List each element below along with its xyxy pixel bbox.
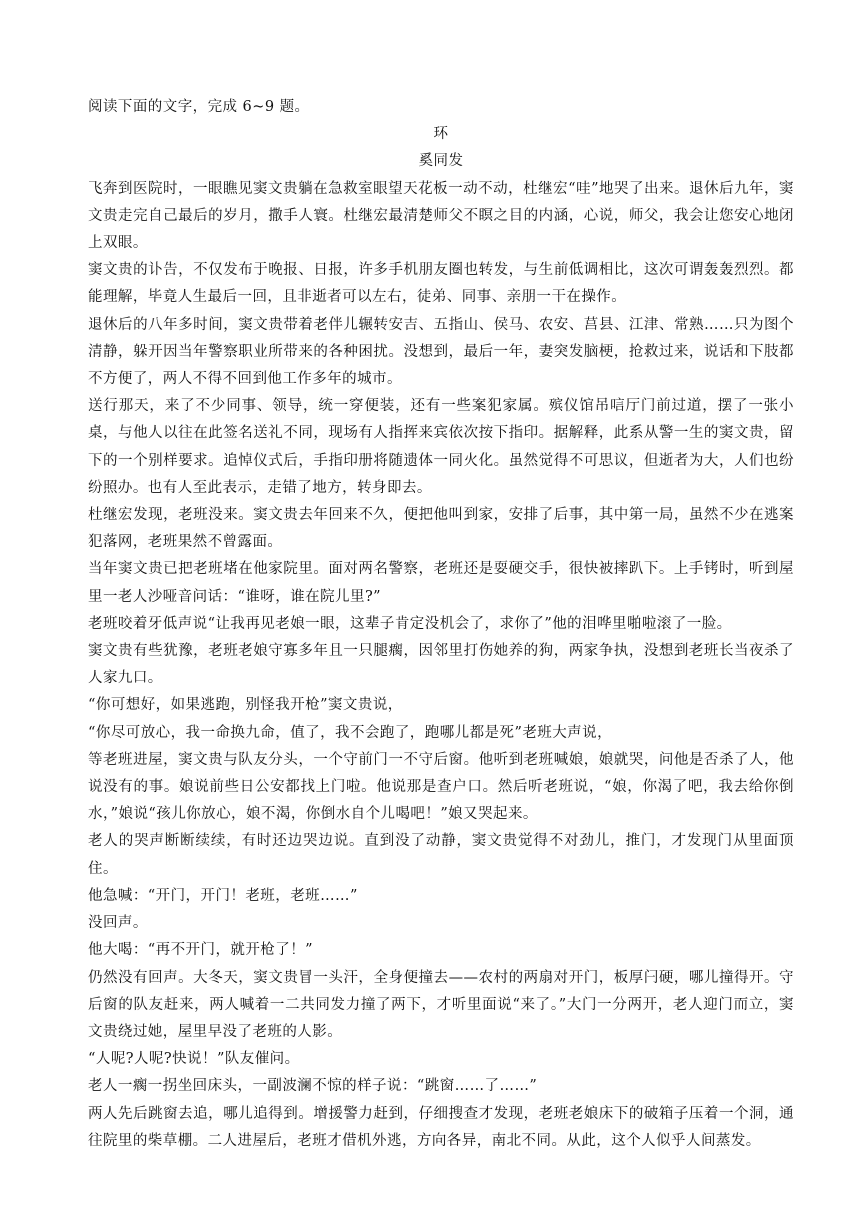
story-author: 奚同发: [418, 153, 464, 170]
paragraph-2: 窦文贵的讣告，不仅发布于晚报、日报，许多手机朋友圈也转发，与生前低调相比，这次可谓轰轰烈烈。都能理解，毕竟人生最后一回，且非逝者可以左右，徒弟、同事、亲朋一干在操作。: [88, 262, 794, 306]
paragraph-4: 送行那天，来了不少同事、领导，统一穿便装，还有一些案犯家属。殡仪馆吊唁厅门前过道，摆了一张小桌，与他人以往在此签名送礼不同，现场有人指挥来宾依次按下指印。据解释，此系从警一生的窦文贵，留下的一个别样要求。追悼仪式后，手指印册将随遗体一同火化。虽然觉得不可思议，但逝者为大，人们也纷纷照办。也有人至此表示，走错了地方，转身即去。: [88, 398, 794, 496]
story-body: [88, 176, 794, 1155]
paragraph-15: 他大喝：“再不开门，就开枪了！”: [88, 942, 314, 959]
story-title: 环: [433, 126, 449, 143]
paragraph-8: 窦文贵有些犹豫，老班老娘守寡多年且一只腿瘸，因邻里打伤她养的狗，两家争执，没想到老班长当夜杀了人家九口。: [88, 643, 794, 687]
reading-instruction: 阅读下面的文字，完成 6~9 题。: [88, 99, 310, 115]
paragraph-19: 两人先后跳窗去追，哪儿追得到。增援警力赶到，仔细搜查才发现，老班老娘床下的破箱子压着一个洞，通往院里的柴草棚。二人进屋后，老班才借机外逃，方向各异，南北不同。从此，这个人似乎人间蒸发。: [88, 1105, 794, 1149]
paragraph-12: 老人的哭声断断续续，有时还边哭边说。直到没了动静，窦文贵觉得不对劲儿，推门，才发现门从里面顶住。: [88, 833, 794, 877]
paragraph-17: “人呢?人呢?快说！”队友催问。: [88, 1051, 300, 1068]
paragraph-9: “你可想好，如果逃跑，别怪我开枪”窦文贵说，: [88, 697, 403, 714]
paragraph-6: 当年窦文贵已把老班堵在他家院里。面对两名警察，老班还是耍硬交手，很快被摔趴下。上手铐时，听到屋里一老人沙哑音问话：“谁呀，谁在院儿里?”: [88, 561, 794, 605]
paragraph-13: 他急喊：“开门，开门！老班，老班……”: [88, 887, 358, 904]
paragraph-1: 飞奔到医院时，一眼瞧见窦文贵躺在急救室眼望天花板一动不动，杜继宏“哇”地哭了出来。退休后九年，窦文贵走完自己最后的岁月，撒手人寰。杜继宏最清楚师父不瞑之目的内涵，心说，师父，我会让您安心地闭上双眼。: [88, 180, 794, 252]
paragraph-10: “你尽可放心，我一命换九命，值了，我不会跑了，跑哪儿都是死”老班大声说，: [88, 724, 613, 741]
paragraph-11: 等老班进屋，窦文贵与队友分头，一个守前门一不守后窗。他听到老班喊娘，娘就哭，问他是否杀了人，他说没有的事。娘说前些日公安都找上门啦。他说那是查户口。然后听老班说，“娘，你渴了吧，我去给你倒水，”娘说“孩儿你放心，娘不渴，你倒水自个儿喝吧！”娘又哭起来。: [88, 751, 794, 823]
paragraph-3: 退休后的八年多时间，窦文贵带着老伴儿辗转安吉、五指山、侯马、农安、莒县、江津、常熟……只为图个清静，躲开因当年警察职业所带来的各种困扰。没想到，最后一年，妻突发脑梗，抢救过来，说话和下肢都不方便了，两人不得不回到他工作多年的城市。: [88, 316, 794, 388]
paragraph-16: 仍然没有回声。大冬天，窦文贵冒一头汗，全身便撞去——农村的两扇对开门，板厚闩硬，哪儿撞得开。守后窗的队友赶来，两人喊着一二共同发力撞了两下，才听里面说“来了。”大门一分两开，老人迎门而立，窦文贵绕过她，屋里早没了老班的人影。: [88, 969, 794, 1040]
paragraph-14: 没回声。: [88, 915, 148, 932]
paragraph-18: 老人一瘸一拐坐回床头，一副波澜不惊的样子说：“跳窗……了……”: [88, 1078, 538, 1095]
paragraph-5: 杜继宏发现，老班没来。窦文贵去年回来不久，便把他叫到家，安排了后事，其中第一局，虽然不少在逃案犯落网，老班果然不曾露面。: [88, 507, 794, 551]
paragraph-7: 老班咬着牙低声说“让我再见老娘一眼，这辈子肯定没机会了，求你了”他的泪哗里啪啦滚了一脸。: [88, 615, 732, 632]
